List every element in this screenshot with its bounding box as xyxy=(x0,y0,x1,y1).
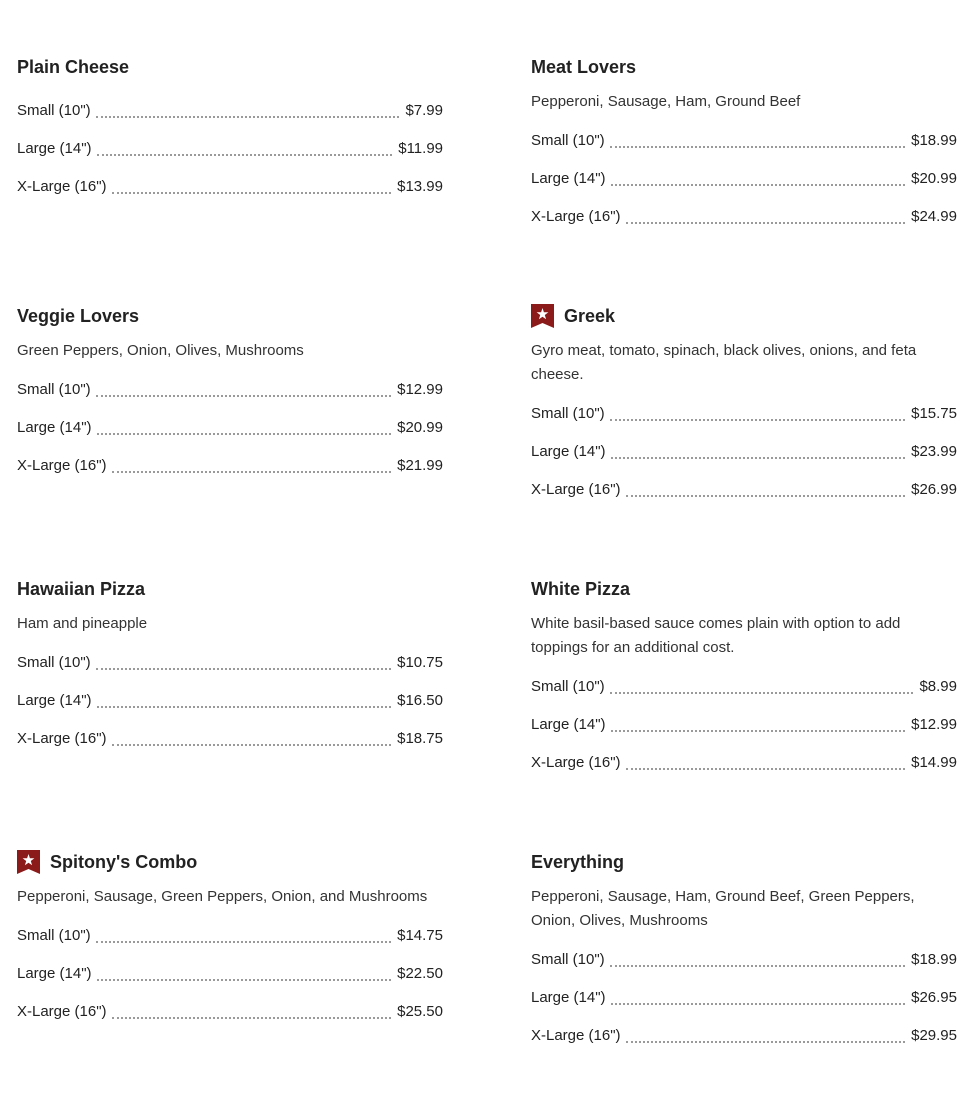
menu-item-spitonys-combo xyxy=(17,849,443,1031)
price: $25.50 xyxy=(397,1003,443,1020)
menu-item-plain-cheese xyxy=(17,54,443,206)
price: $13.99 xyxy=(397,178,443,195)
dot-leader xyxy=(610,965,905,967)
price-row xyxy=(17,447,443,485)
price-list xyxy=(531,122,957,236)
dot-leader xyxy=(626,1041,906,1043)
dot-leader xyxy=(610,419,905,421)
item-description: Ham and pineapple xyxy=(17,615,148,632)
item-title-row xyxy=(17,576,443,602)
dot-leader xyxy=(97,154,393,156)
price-row xyxy=(531,744,957,782)
price-row xyxy=(531,1017,957,1055)
size-label: Large (14") xyxy=(17,692,92,709)
featured-star-icon xyxy=(531,304,554,328)
price-list xyxy=(531,395,957,509)
item-title: Hawaiian Pizza xyxy=(17,579,146,599)
size-label: Small (10") xyxy=(17,102,91,119)
price-row xyxy=(531,160,957,198)
size-label: X-Large (16") xyxy=(17,1003,107,1020)
price: $23.99 xyxy=(911,443,957,460)
item-title-row xyxy=(17,303,443,329)
menu-item-meat-lovers xyxy=(531,54,957,236)
price-row xyxy=(17,682,443,720)
featured-star-icon xyxy=(17,850,40,874)
price: $20.99 xyxy=(911,170,957,187)
price: $26.95 xyxy=(911,989,957,1006)
item-description: Pepperoni, Sausage, Green Peppers, Onion, and Mushrooms xyxy=(17,888,428,905)
price: $22.50 xyxy=(397,965,443,982)
size-label: Large (14") xyxy=(531,170,606,187)
item-title: Plain Cheese xyxy=(17,57,130,77)
size-label: Large (14") xyxy=(17,419,92,436)
size-label: X-Large (16") xyxy=(531,754,621,771)
size-label: X-Large (16") xyxy=(17,457,107,474)
price: $15.75 xyxy=(911,405,957,422)
price: $14.99 xyxy=(911,754,957,771)
item-title: Spitony's Combo xyxy=(50,852,198,872)
size-label: Large (14") xyxy=(17,965,92,982)
size-label: Small (10") xyxy=(531,678,605,695)
size-label: X-Large (16") xyxy=(531,1027,621,1044)
item-title-row xyxy=(531,849,957,875)
dot-leader xyxy=(96,668,391,670)
size-label: X-Large (16") xyxy=(17,730,107,747)
item-title-row xyxy=(531,54,957,80)
dot-leader xyxy=(112,471,392,473)
size-label: Small (10") xyxy=(17,927,91,944)
price: $29.95 xyxy=(911,1027,957,1044)
price: $18.99 xyxy=(911,132,957,149)
menu-item-hawaiian-pizza xyxy=(17,576,443,758)
item-title-row xyxy=(17,54,443,80)
price: $26.99 xyxy=(911,481,957,498)
price-list xyxy=(17,92,443,206)
price: $10.75 xyxy=(397,654,443,671)
dot-leader xyxy=(96,941,391,943)
size-label: Small (10") xyxy=(531,405,605,422)
price: $16.50 xyxy=(397,692,443,709)
item-title: Meat Lovers xyxy=(531,57,637,77)
dot-leader xyxy=(96,395,391,397)
price-row xyxy=(17,955,443,993)
item-title-row xyxy=(531,576,957,602)
item-title: Greek xyxy=(564,306,616,326)
dot-leader xyxy=(112,192,392,194)
price: $8.99 xyxy=(919,678,957,695)
dot-leader xyxy=(626,222,906,224)
price: $14.75 xyxy=(397,927,443,944)
price: $12.99 xyxy=(397,381,443,398)
size-label: Small (10") xyxy=(17,381,91,398)
menu-item-greek xyxy=(531,303,957,509)
dot-leader xyxy=(611,457,906,459)
dot-leader xyxy=(97,433,392,435)
item-description: Pepperoni, Sausage, Ham, Ground Beef xyxy=(531,93,801,110)
item-description: Gyro meat, tomato, spinach, black olives, onions, and feta cheese. xyxy=(531,342,917,383)
price: $24.99 xyxy=(911,208,957,225)
menu-item-white-pizza xyxy=(531,576,957,782)
size-label: Small (10") xyxy=(531,132,605,149)
price: $21.99 xyxy=(397,457,443,474)
dot-leader xyxy=(626,768,906,770)
price-row xyxy=(531,668,957,706)
price-row xyxy=(531,979,957,1017)
item-title: Veggie Lovers xyxy=(17,306,140,326)
dot-leader xyxy=(611,1003,906,1005)
item-title-row xyxy=(17,849,443,875)
price: $18.75 xyxy=(397,730,443,747)
dot-leader xyxy=(96,116,400,118)
item-description: Green Peppers, Onion, Olives, Mushrooms xyxy=(17,342,304,359)
item-title: White Pizza xyxy=(531,579,631,599)
size-label: Large (14") xyxy=(531,443,606,460)
size-label: Large (14") xyxy=(17,140,92,157)
dot-leader xyxy=(611,730,906,732)
dot-leader xyxy=(97,706,392,708)
size-label: Large (14") xyxy=(531,989,606,1006)
dot-leader xyxy=(112,1017,392,1019)
dot-leader xyxy=(97,979,392,981)
dot-leader xyxy=(610,146,905,148)
price-row xyxy=(531,706,957,744)
price-row xyxy=(17,130,443,168)
size-label: X-Large (16") xyxy=(17,178,107,195)
item-title-row xyxy=(531,303,957,329)
dot-leader xyxy=(626,495,906,497)
size-label: Large (14") xyxy=(531,716,606,733)
size-label: Small (10") xyxy=(531,951,605,968)
item-description: White basil-based sauce comes plain with option to add toppings for an additional cost. xyxy=(531,615,901,656)
price-list xyxy=(17,644,443,758)
item-description: Pepperoni, Sausage, Ham, Ground Beef, Green Peppers, Onion, Olives, Mushrooms xyxy=(531,888,915,929)
size-label: X-Large (16") xyxy=(531,208,621,225)
price-row xyxy=(17,720,443,758)
price-list xyxy=(17,917,443,1031)
menu-item-veggie-lovers xyxy=(17,303,443,485)
price-row xyxy=(17,917,443,955)
price-row xyxy=(17,371,443,409)
dot-leader xyxy=(610,692,914,694)
price-row xyxy=(17,409,443,447)
price: $7.99 xyxy=(405,102,443,119)
price-row xyxy=(17,644,443,682)
dot-leader xyxy=(112,744,392,746)
price-row xyxy=(531,122,957,160)
price: $11.99 xyxy=(398,140,443,157)
price: $18.99 xyxy=(911,951,957,968)
price-row xyxy=(531,395,957,433)
dot-leader xyxy=(611,184,906,186)
size-label: X-Large (16") xyxy=(531,481,621,498)
price-row xyxy=(531,198,957,236)
price-row xyxy=(17,168,443,206)
price: $12.99 xyxy=(911,716,957,733)
item-title: Everything xyxy=(531,852,625,872)
price-row xyxy=(17,993,443,1031)
price-row xyxy=(531,941,957,979)
price-row xyxy=(531,471,957,509)
price-list xyxy=(531,668,957,782)
menu-item-everything xyxy=(531,849,957,1055)
price-row xyxy=(17,92,443,130)
price-list xyxy=(17,371,443,485)
size-label: Small (10") xyxy=(17,654,91,671)
price-list xyxy=(531,941,957,1055)
price-row xyxy=(531,433,957,471)
price: $20.99 xyxy=(397,419,443,436)
